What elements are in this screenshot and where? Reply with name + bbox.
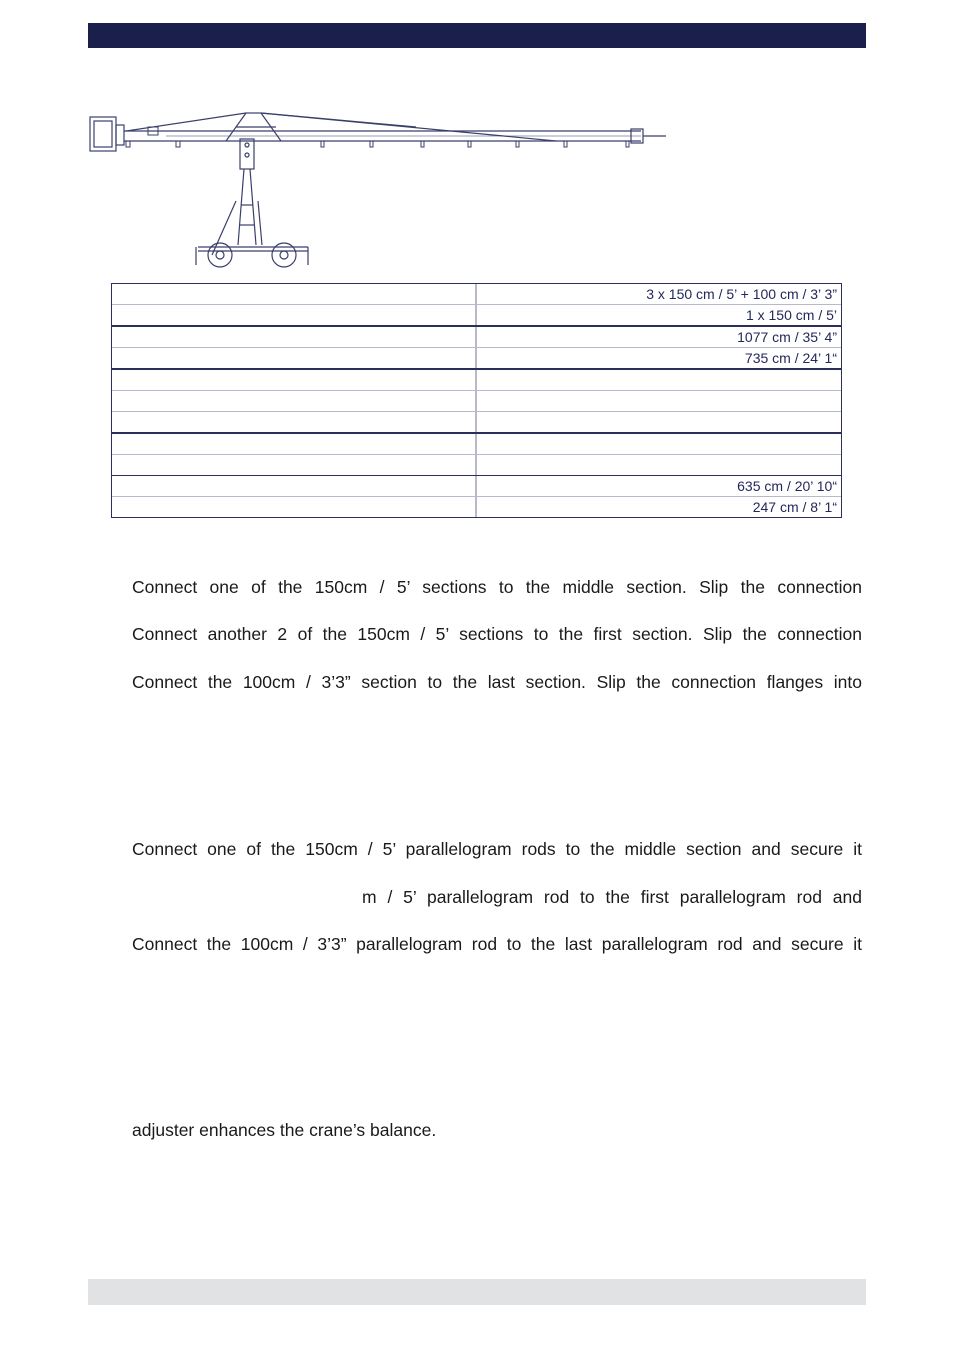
spec-value (477, 370, 841, 390)
instruction-paragraph: Connect the 100cm / 3’3” section to the last section. Slip the connection flanges into (132, 672, 862, 692)
spec-row (112, 347, 841, 368)
spec-value: 1 x 150 cm / 5’ (745, 307, 837, 323)
spec-value (477, 455, 841, 475)
instruction-paragraph: Connect the 100cm / 3’3” parallelogram rod to the last parallelogram rod and secure it (132, 934, 862, 954)
spec-row (112, 284, 841, 304)
spec-label (112, 370, 477, 390)
spec-label (112, 391, 477, 411)
spec-group-dimensions (111, 475, 842, 518)
spec-label (112, 455, 477, 475)
instruction-paragraph: Connect one of the 150cm / 5’ sections to the middle section. Slip the connection (132, 577, 862, 597)
spec-value: 3 x 150 cm / 5’ + 100 cm / 3’ 3” (646, 286, 837, 302)
spec-label (112, 284, 477, 304)
instruction-paragraph: adjuster enhances the crane’s balance. (132, 1120, 437, 1140)
spec-row (112, 370, 841, 390)
spec-row (112, 454, 841, 475)
spec-label (112, 434, 477, 454)
spec-row (112, 327, 841, 347)
spec-group-empty-3 (111, 369, 842, 433)
spec-label (112, 476, 477, 496)
instruction-paragraph: m / 5’ parallelogram rod to the first parallelogram rod and (362, 887, 862, 907)
footer-bar (88, 1279, 866, 1305)
spec-value (477, 434, 841, 454)
header-bar (88, 23, 866, 48)
spec-row (112, 304, 841, 325)
spec-group-sections (111, 283, 842, 326)
spec-row (112, 476, 841, 496)
spec-row (112, 434, 841, 454)
spec-label (112, 497, 477, 517)
spec-label (112, 412, 477, 432)
spec-row (112, 411, 841, 432)
spec-row (112, 496, 841, 517)
spec-value (477, 412, 841, 432)
instruction-paragraph: Connect one of the 150cm / 5’ parallelogram rods to the middle section and secure it (132, 839, 862, 859)
spec-value (477, 391, 841, 411)
spec-group-lengths (111, 326, 842, 369)
spec-label (112, 348, 477, 368)
spec-value: 1077 cm / 35’ 4” (737, 329, 837, 345)
spec-value: 735 cm / 24’ 1“ (744, 350, 837, 366)
spec-label (112, 327, 477, 347)
spec-value: 247 cm / 8’ 1“ (752, 499, 837, 515)
crane-diagram (86, 105, 686, 275)
spec-label (112, 305, 477, 325)
instruction-paragraph: Connect another 2 of the 150cm / 5’ sections to the first section. Slip the connection (132, 624, 862, 644)
spec-group-empty-2 (111, 433, 842, 476)
spec-row (112, 390, 841, 411)
spec-value: 635 cm / 20’ 10“ (737, 478, 837, 494)
